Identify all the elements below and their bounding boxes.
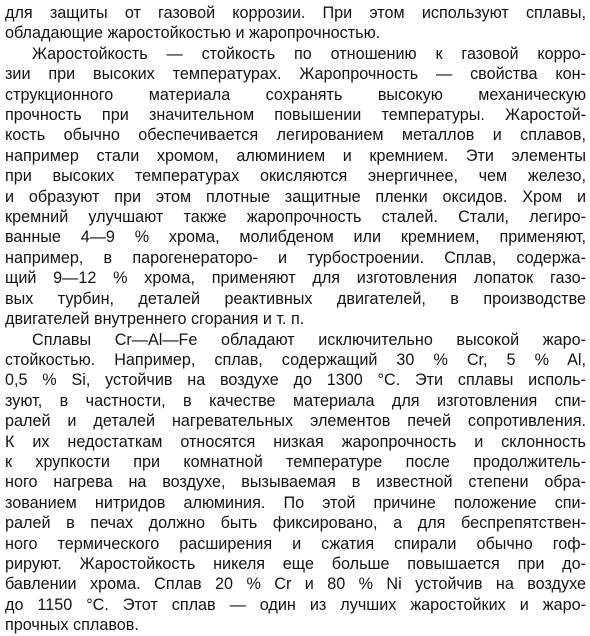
text-line: кость обычно обеспечивается легированием металлов и сплавов, — [5, 126, 586, 145]
paragraph-3 — [5, 330, 586, 636]
text-line: например, в парогенераторо- и турбостроении. Сплав, содержа- — [5, 248, 586, 267]
text-line: обладающие жаростойкостью и жаропрочностью. — [5, 24, 381, 43]
text-line: зуют, в частности, в качестве материала для изготовления спи- — [5, 391, 586, 410]
text-line: ного нагрева на воздухе, вызываемая в известной степени обра- — [5, 473, 586, 492]
text-line: стойкостью. Например, сплав, содержащий 30 % Cr, 5 % Al, — [5, 350, 586, 369]
text-line: кремний улучшают также жаропрочность сталей. Стали, легиро- — [5, 208, 586, 227]
text-line: и образуют при этом плотные защитные пленки оксидов. Хром и — [5, 187, 586, 206]
text-line: вых турбин, деталей реактивных двигателей, в производстве — [5, 289, 586, 308]
text-line: ралей в печах должно быть фиксировано, а для беспрепятствен- — [5, 514, 586, 533]
text-line: для защиты от газовой коррозии. При этом используют сплавы, — [5, 4, 586, 22]
text-line: прочность при значительном повышении температуры. Жаростой- — [5, 106, 586, 125]
text-line: струкционного материала сохранять высокую механическую — [5, 85, 586, 104]
text-line: ного термического расширения и сжатия спирали обычно гоф- — [5, 534, 586, 553]
text-line: Жаростойкость — стойкость по отношению к газовой корро- — [32, 44, 586, 63]
text-line: рируют. Жаростойкость никеля еще больше повышается при до- — [5, 554, 586, 573]
text-line: бавлении хрома. Сплав 20 % Cr и 80 % Ni устойчив на воздухе — [5, 575, 586, 594]
text-line: прочных сплавов. — [5, 616, 139, 635]
text-line: до 1150 °C. Этот сплав — один из лучших жаростойких и жаро- — [5, 595, 586, 614]
paragraph-2 — [5, 44, 586, 330]
text-line: Сплавы Cr—Al—Fe обладают исключительно высокой жаро- — [32, 330, 586, 349]
text-line: например стали хромом, алюминием и кремнием. Эти элементы — [5, 146, 586, 165]
text-line: к хрупкости при комнатной температуре после продолжитель- — [5, 452, 586, 471]
text-line: К их недостаткам относятся низкая жаропрочность и склонность — [5, 432, 586, 451]
paragraph-1 — [5, 3, 586, 44]
text-line: двигателей внутреннего сгорания и т. п. — [5, 310, 305, 329]
text-line: 0,5 % Si, устойчив на воздухе до 1300 °C. Эти сплавы исполь- — [5, 371, 586, 390]
text-line: щий 9—12 % хрома, применяют для изготовления лопаток газо- — [5, 269, 586, 288]
text-line: зованием нитридов алюминия. По этой причине положение спи- — [5, 493, 586, 512]
text-line: ванные 4—9 % хрома, молибденом или кремнием, применяют, — [5, 228, 586, 247]
text-line: при высоких температурах окисляются энергичнее, чем железо, — [5, 167, 586, 186]
text-line: зии при высоких температурах. Жаропрочность — свойства кон- — [5, 65, 586, 84]
text-line: ралей и деталей нагревательных элементов печей сопротивления. — [5, 412, 586, 431]
